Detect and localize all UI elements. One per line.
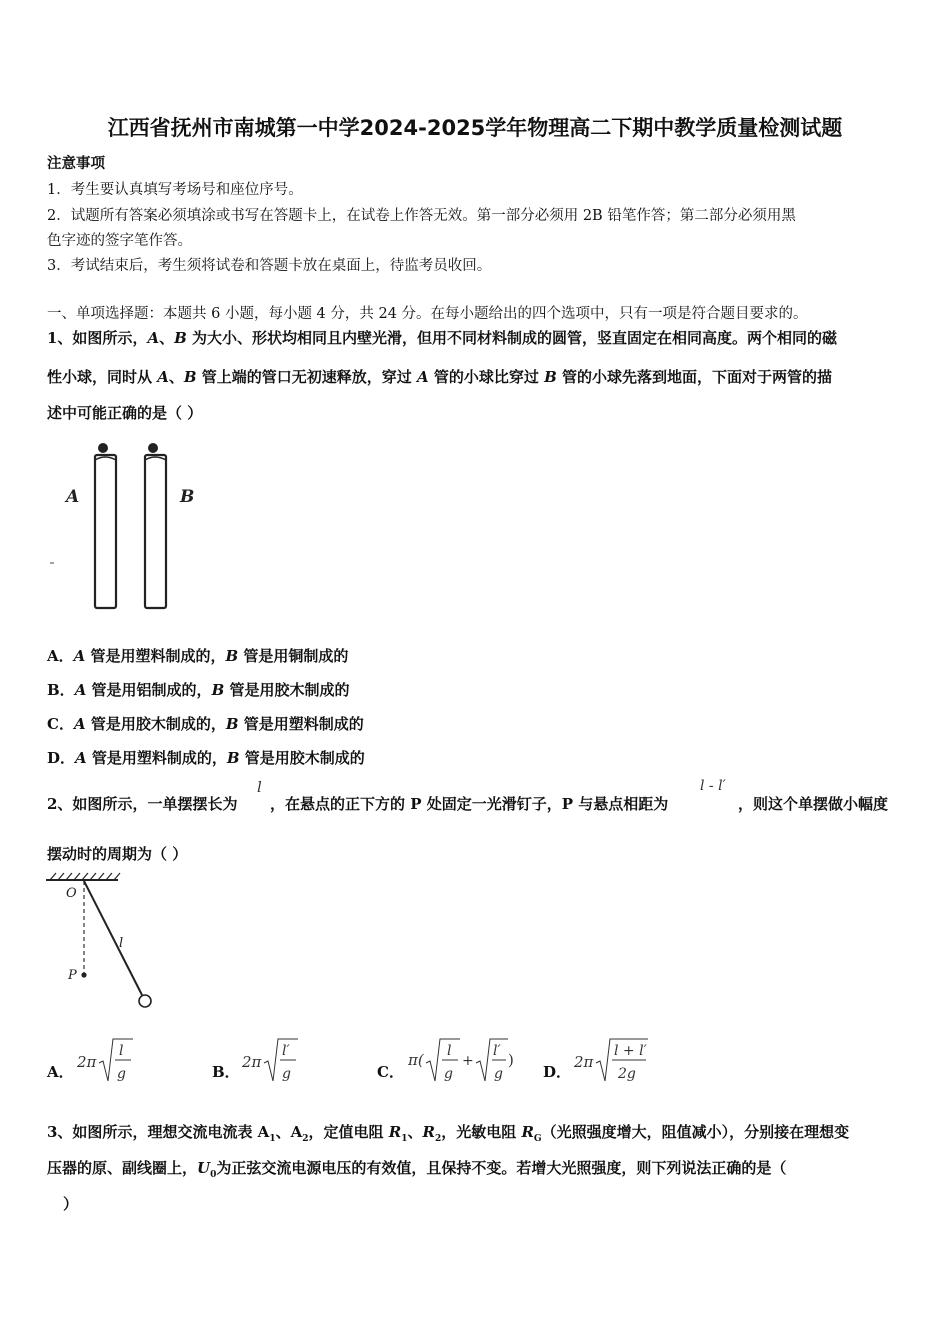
svg-text:+: +: [462, 1053, 474, 1069]
question-1-line-3: 述中可能正确的是（ ）: [47, 404, 203, 422]
svg-text:): ): [508, 1051, 514, 1069]
svg-text:l′: l′: [493, 1043, 501, 1059]
page-title: 江西省抚州市南城第一中学2024-2025学年物理高二下期中教学质量检测试题: [107, 116, 843, 140]
svg-text:2π: 2π: [574, 1053, 594, 1071]
question-2-line-2: 摆动时的周期为（ ）: [47, 845, 188, 863]
question-2-line-1-c: ，则这个单摆做小幅度: [738, 795, 889, 813]
notice-heading: 注意事项: [47, 155, 105, 172]
q2-option-c-letter[interactable]: C．: [377, 1063, 404, 1081]
q1-option-a[interactable]: A．A 管是用塑料制成的，B 管是用铜制成的: [47, 647, 349, 665]
q1-option-d[interactable]: D．A 管是用塑料制成的，B 管是用胶木制成的: [47, 749, 365, 767]
question-3-line-3: ）: [63, 1195, 79, 1213]
svg-text:g: g: [117, 1066, 126, 1082]
q2-option-a-letter[interactable]: A．: [47, 1063, 74, 1081]
svg-text:2π: 2π: [242, 1053, 262, 1071]
nail-p: [81, 972, 86, 977]
notice-item: 色字迹的签字笔作答。: [47, 233, 192, 249]
question-2-line-1-b: ，在悬点的正下方的 P 处固定一光滑钉子，P 与悬点相距为: [270, 795, 669, 813]
svg-text:O: O: [66, 886, 77, 901]
tubes-figure: [50, 438, 220, 618]
q2-option-b-formula: [240, 1035, 300, 1087]
section-heading: 一、单项选择题：本题共 6 小题，每小题 4 分，共 24 分。在每小题给出的四个选项中，只有一项是符合题目要求的。: [47, 306, 808, 322]
svg-text:l + l′: l + l′: [614, 1043, 647, 1059]
tube-b: [145, 455, 166, 608]
q2-option-b-letter[interactable]: B．: [212, 1063, 240, 1081]
svg-text:g: g: [444, 1066, 453, 1082]
question-2-line-1-a: 2、如图所示，一单摆摆长为: [47, 795, 238, 813]
ball-b: [148, 443, 158, 453]
notice-item: 3．考试结束后，考生须将试卷和答题卡放在桌面上，待监考员收回。: [47, 258, 492, 274]
q1-option-b[interactable]: B．A 管是用铝制成的，B 管是用胶木制成的: [47, 681, 350, 699]
label-b: B: [180, 487, 195, 507]
symbol-l: l: [257, 778, 262, 796]
notice-item: 2．试题所有答案必须填涂或书写在答题卡上，在试卷上作答无效。第一部分必须用 2B 铅笔作答；第二部分必须用黑: [47, 208, 796, 224]
question-3-line-1: 3、如图所示，理想交流电流表 $A_1$、$A_2$，定值电阻 $R_1$、$R_2$，光敏电阻 $R_G$（光照强度增大，阻值减小），分别接在理想变: [47, 1123, 850, 1144]
tube-a: [95, 455, 116, 608]
q2-option-d-formula: [572, 1035, 652, 1087]
svg-text:l: l: [447, 1043, 452, 1059]
svg-text:l′: l′: [282, 1043, 290, 1059]
question-1-line-2: 性小球，同时从 A、B 管上端的管口无初速释放，穿过 A 管的小球比穿过 B 管的小球先落到地面，下面对于两管的描: [47, 368, 833, 386]
pendulum-figure: [40, 870, 170, 1015]
svg-text:2g: 2g: [618, 1066, 636, 1082]
question-3-line-2: 压器的原、副线圈上，$U_0$为正弦交流电源电压的有效值，且保持不变。若增大光照强度，则下列说法正确的是（: [47, 1159, 787, 1180]
ball-a: [98, 443, 108, 453]
question-1-line-1: 1、如图所示，A、B 为大小、形状均相同且内壁光滑，但用不同材料制成的圆管，竖直固定在相同高度。两个相同的磁: [47, 329, 838, 347]
pendulum-bob: [139, 995, 151, 1007]
q2-option-d-letter[interactable]: D．: [543, 1063, 572, 1081]
svg-text:l: l: [119, 936, 124, 951]
symbol-l-minus-l-prime: l - l′: [700, 778, 726, 794]
q1-option-c[interactable]: C．A 管是用胶木制成的，B 管是用塑料制成的: [47, 715, 364, 733]
svg-text:g: g: [494, 1066, 503, 1082]
notice-item: 1．考生要认真填写考场号和座位序号。: [47, 182, 303, 198]
q2-option-c-formula: [406, 1033, 516, 1089]
svg-text:l: l: [119, 1043, 124, 1059]
svg-text:g: g: [282, 1066, 291, 1082]
svg-text:π(: π(: [408, 1051, 424, 1069]
svg-text:P: P: [68, 968, 77, 983]
label-a: A: [66, 487, 80, 507]
svg-text:2π: 2π: [77, 1053, 97, 1071]
q2-option-a-formula: [75, 1035, 135, 1087]
